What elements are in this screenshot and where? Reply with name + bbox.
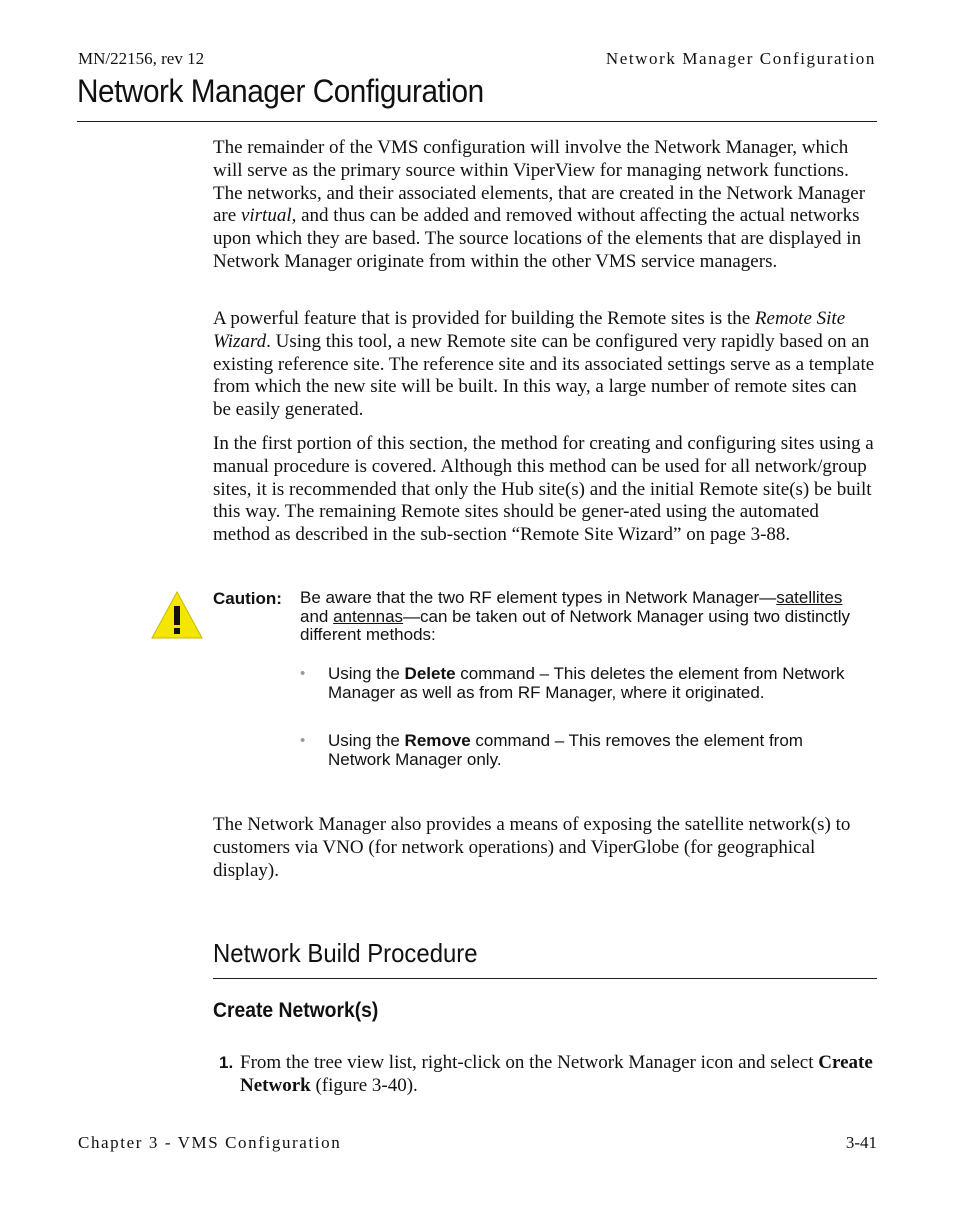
caution-text-a: Be aware that the two RF element types in Network Manager— [300, 588, 777, 607]
header-section-title: Network Manager Configuration [605, 49, 876, 68]
title-divider [77, 121, 877, 122]
p1-emphasis: virtual [240, 205, 292, 227]
caution-text [300, 589, 870, 645]
footer-page-number: 3-41 [845, 1133, 877, 1152]
intro-paragraph-2 [213, 308, 877, 422]
caution-warning-icon [149, 589, 205, 641]
p2-emphasis: Remote Site Wizard [213, 308, 846, 352]
intro-paragraph-3: In the first portion of this section, the method for creating and configuring sites using a manual procedure is covered. Although this method can be used for all network/group sites, it is recommended that only the Hub site(s) and the initial Remote site(s) be built this way. The remaining Remote sites should be gener-ated using the automated method as described in the sub-section “Remote Site Wizard” on page 3-88. [213, 433, 874, 546]
bullet-text: Using the Delete command – This deletes the element from Network Manager as well as from RF Manager, where it originated. [328, 664, 845, 702]
header-doc-id: MN/22156, rev 12 [78, 49, 205, 68]
p2-text-b: . Using this tool, a new Remote site can be configured very rapidly based on an existing reference site. The reference site and its associated settings serve as a template from which the new site will be built. In this way, a large number of remote sites can be easily generated. [213, 330, 875, 421]
subsection-heading: Create Network(s) [213, 999, 379, 1022]
step-number: 1. [219, 1053, 234, 1072]
satellites-link[interactable]: satellites [776, 588, 843, 607]
bullet-text: Using the Remove command – This removes the element from Network Manager only. [328, 731, 803, 769]
caution-label: Caution: [213, 589, 282, 608]
p1-text-a: The remainder of the VMS configuration will involve the Network Manager, which will serve as the primary source within ViperView for managing network functions. The networks, and their associated elements, that are created in the Network Manager are [213, 137, 866, 227]
page-title: Network Manager Configuration [77, 73, 484, 109]
caution-text-b: and [300, 606, 334, 626]
caution-bullet-remove [300, 731, 870, 769]
bullet-dot-icon: • [300, 665, 306, 682]
section-heading: Network Build Procedure [213, 938, 478, 968]
create-network-command: Create Network [240, 1052, 873, 1096]
intro-paragraph-1 [213, 137, 877, 274]
p2-text-a: A powerful feature that is provided for building the Remote sites is the [213, 308, 755, 329]
closing-paragraph: The Network Manager also provides a means of exposing the satellite network(s) to customers via VNO (for network operations) and ViperGlobe (for geographical display). [213, 814, 851, 881]
procedure-step-1 [219, 1052, 879, 1098]
caution-text-c: —can be taken out of Network Manager using two distinctly different methods: [300, 606, 850, 645]
delete-command: Delete [404, 664, 456, 683]
bullet-dot-icon: • [300, 732, 306, 749]
step-text: From the tree view list, right-click on the Network Manager icon and select Create Network (figure 3-40). [240, 1052, 873, 1096]
section-divider [213, 978, 877, 979]
footer-chapter: Chapter 3 - VMS Configuration [78, 1133, 342, 1152]
caution-bullet-delete [300, 664, 870, 702]
p1-text-b: , and thus can be added and removed without affecting the actual networks upon which they are based. The source locations of the elements that are displayed in Network Manager originate from within the other VMS service managers. [213, 205, 862, 272]
remove-command: Remove [404, 731, 471, 750]
antennas-link[interactable]: antennas [333, 606, 404, 626]
